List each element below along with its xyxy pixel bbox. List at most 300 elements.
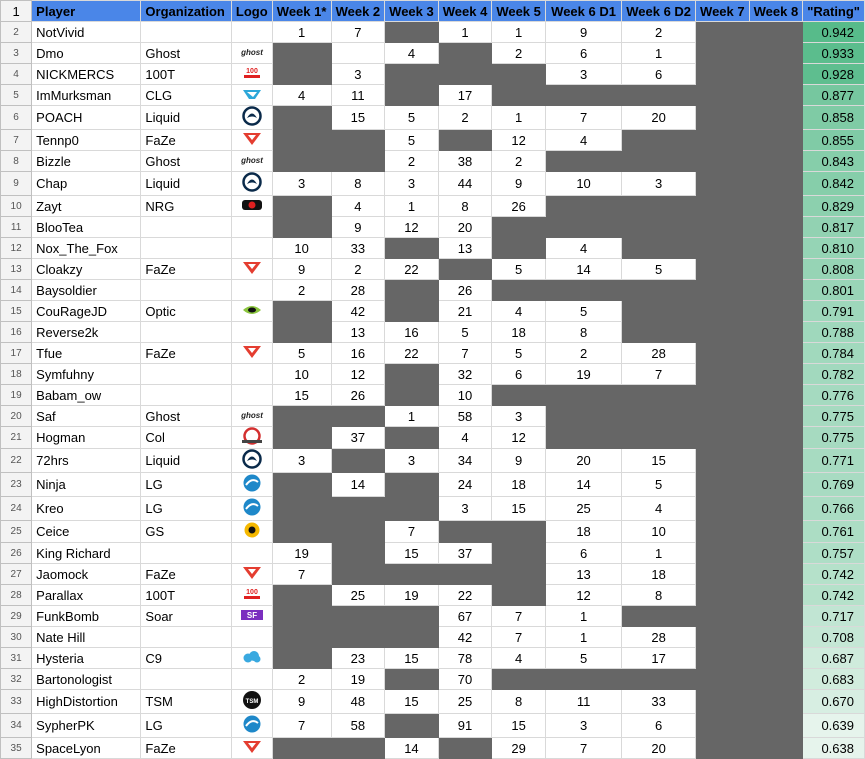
week-cell-empty[interactable]	[385, 364, 439, 385]
organization-cell[interactable]	[141, 543, 231, 564]
week-cell[interactable]: 32	[438, 364, 492, 385]
week-cell[interactable]: 29	[492, 738, 546, 759]
week-cell[interactable]: 18	[545, 521, 621, 543]
rating-cell[interactable]: 0.670	[803, 690, 865, 714]
rating-cell[interactable]: 0.776	[803, 385, 865, 406]
logo-cell[interactable]	[231, 343, 272, 364]
week-cell-empty[interactable]	[749, 43, 803, 64]
rating-cell[interactable]: 0.808	[803, 259, 865, 280]
rating-cell[interactable]: 0.782	[803, 364, 865, 385]
organization-cell[interactable]: FaZe	[141, 564, 231, 585]
logo-cell[interactable]	[231, 669, 272, 690]
logo-cell[interactable]	[231, 449, 272, 473]
rating-cell[interactable]: 0.769	[803, 473, 865, 497]
rating-cell[interactable]: 0.817	[803, 217, 865, 238]
header-week-4[interactable]: Week 4	[438, 1, 492, 22]
logo-cell[interactable]	[231, 196, 272, 217]
week-cell-empty[interactable]	[696, 238, 750, 259]
week-cell[interactable]: 16	[331, 343, 385, 364]
week-cell[interactable]: 25	[545, 497, 621, 521]
logo-cell[interactable]	[231, 22, 272, 43]
organization-cell[interactable]: FaZe	[141, 738, 231, 759]
player-cell[interactable]: Dmo	[32, 43, 141, 64]
week-cell-empty[interactable]	[272, 521, 331, 543]
week-cell-empty[interactable]	[696, 449, 750, 473]
week-cell[interactable]: 9	[492, 172, 546, 196]
week-cell-empty[interactable]	[749, 364, 803, 385]
row-number[interactable]: 18	[1, 364, 32, 385]
week-cell[interactable]: 7	[331, 22, 385, 43]
organization-cell[interactable]: LG	[141, 473, 231, 497]
player-cell[interactable]: Nate Hill	[32, 627, 141, 648]
week-cell-empty[interactable]	[385, 564, 439, 585]
week-cell-empty[interactable]	[492, 238, 546, 259]
week-cell[interactable]: 10	[272, 238, 331, 259]
logo-cell[interactable]	[231, 606, 272, 627]
rating-cell[interactable]: 0.771	[803, 449, 865, 473]
week-cell-empty[interactable]	[696, 259, 750, 280]
week-cell[interactable]: 1	[272, 22, 331, 43]
week-cell-empty[interactable]	[331, 151, 385, 172]
logo-cell[interactable]	[231, 690, 272, 714]
week-cell[interactable]: 19	[331, 669, 385, 690]
week-cell[interactable]: 12	[385, 217, 439, 238]
week-cell[interactable]: 2	[622, 22, 696, 43]
week-cell[interactable]: 13	[438, 238, 492, 259]
row-number[interactable]: 6	[1, 106, 32, 130]
week-cell[interactable]: 5	[622, 259, 696, 280]
week-cell[interactable]: 7	[272, 714, 331, 738]
week-cell[interactable]: 10	[438, 385, 492, 406]
week-cell-empty[interactable]	[492, 543, 546, 564]
rating-cell[interactable]: 0.687	[803, 648, 865, 669]
week-cell[interactable]: 7	[622, 364, 696, 385]
week-cell-empty[interactable]	[749, 106, 803, 130]
week-cell[interactable]: 15	[272, 385, 331, 406]
week-cell-empty[interactable]	[749, 627, 803, 648]
week-cell[interactable]: 22	[438, 585, 492, 606]
week-cell[interactable]: 4	[622, 497, 696, 521]
week-cell-empty[interactable]	[696, 585, 750, 606]
week-cell[interactable]: 12	[545, 585, 621, 606]
week-cell[interactable]: 20	[622, 106, 696, 130]
week-cell[interactable]: 78	[438, 648, 492, 669]
row-number[interactable]: 30	[1, 627, 32, 648]
week-cell-empty[interactable]	[545, 196, 621, 217]
week-cell-empty[interactable]	[622, 301, 696, 322]
week-cell-empty[interactable]	[749, 473, 803, 497]
week-cell-empty[interactable]	[622, 238, 696, 259]
organization-cell[interactable]: Liquid	[141, 449, 231, 473]
organization-cell[interactable]: Ghost	[141, 406, 231, 427]
week-cell[interactable]: 7	[492, 627, 546, 648]
week-cell-empty[interactable]	[749, 217, 803, 238]
week-cell[interactable]: 3	[272, 449, 331, 473]
week-cell-empty[interactable]	[385, 238, 439, 259]
week-cell[interactable]: 13	[331, 322, 385, 343]
player-cell[interactable]: Bartonologist	[32, 669, 141, 690]
week-cell[interactable]: 33	[331, 238, 385, 259]
week-cell-empty[interactable]	[385, 280, 439, 301]
rating-cell[interactable]: 0.639	[803, 714, 865, 738]
week-cell[interactable]: 5	[438, 322, 492, 343]
row-number[interactable]: 4	[1, 64, 32, 85]
row-number[interactable]: 23	[1, 473, 32, 497]
week-cell-empty[interactable]	[385, 669, 439, 690]
week-cell[interactable]: 21	[438, 301, 492, 322]
rating-cell[interactable]: 0.742	[803, 585, 865, 606]
week-cell-empty[interactable]	[272, 322, 331, 343]
logo-cell[interactable]	[231, 259, 272, 280]
logo-cell[interactable]	[231, 43, 272, 64]
week-cell-empty[interactable]	[749, 564, 803, 585]
week-cell[interactable]: 4	[545, 238, 621, 259]
player-cell[interactable]: Symfuhny	[32, 364, 141, 385]
player-cell[interactable]: Ceice	[32, 521, 141, 543]
logo-cell[interactable]	[231, 238, 272, 259]
logo-cell[interactable]	[231, 364, 272, 385]
week-cell[interactable]: 11	[331, 85, 385, 106]
week-cell[interactable]: 2	[272, 280, 331, 301]
organization-cell[interactable]	[141, 280, 231, 301]
row-number[interactable]: 17	[1, 343, 32, 364]
week-cell[interactable]: 33	[622, 690, 696, 714]
week-cell[interactable]: 15	[385, 690, 439, 714]
week-cell[interactable]: 6	[622, 714, 696, 738]
week-cell[interactable]: 18	[622, 564, 696, 585]
week-cell[interactable]: 70	[438, 669, 492, 690]
week-cell[interactable]: 6	[545, 543, 621, 564]
week-cell-empty[interactable]	[492, 564, 546, 585]
week-cell[interactable]: 2	[385, 151, 439, 172]
week-cell[interactable]: 2	[438, 106, 492, 130]
week-cell[interactable]: 4	[438, 427, 492, 449]
player-cell[interactable]: Ninja	[32, 473, 141, 497]
week-cell-empty[interactable]	[696, 648, 750, 669]
week-cell-empty[interactable]	[385, 714, 439, 738]
week-cell-empty[interactable]	[272, 196, 331, 217]
week-cell[interactable]: 23	[331, 648, 385, 669]
rating-cell[interactable]: 0.928	[803, 64, 865, 85]
logo-cell[interactable]	[231, 564, 272, 585]
week-cell-empty[interactable]	[272, 627, 331, 648]
organization-cell[interactable]: Soar	[141, 606, 231, 627]
rating-cell[interactable]: 0.855	[803, 130, 865, 151]
row-number[interactable]: 34	[1, 714, 32, 738]
organization-cell[interactable]	[141, 627, 231, 648]
week-cell[interactable]: 5	[385, 106, 439, 130]
player-cell[interactable]: Hysteria	[32, 648, 141, 669]
row-number[interactable]: 32	[1, 669, 32, 690]
header-player[interactable]: Player	[32, 1, 141, 22]
week-cell-empty[interactable]	[749, 238, 803, 259]
player-cell[interactable]: SpaceLyon	[32, 738, 141, 759]
week-cell-empty[interactable]	[749, 64, 803, 85]
week-cell[interactable]: 1	[622, 543, 696, 564]
week-cell-empty[interactable]	[438, 259, 492, 280]
week-cell[interactable]: 11	[545, 690, 621, 714]
week-cell-empty[interactable]	[492, 385, 546, 406]
week-cell[interactable]: 91	[438, 714, 492, 738]
week-cell-empty[interactable]	[385, 497, 439, 521]
logo-cell[interactable]	[231, 385, 272, 406]
player-cell[interactable]: ImMurksman	[32, 85, 141, 106]
week-cell[interactable]: 7	[545, 738, 621, 759]
organization-cell[interactable]: FaZe	[141, 130, 231, 151]
week-cell[interactable]: 5	[545, 648, 621, 669]
week-cell[interactable]: 34	[438, 449, 492, 473]
week-cell[interactable]: 15	[385, 543, 439, 564]
week-cell[interactable]: 26	[331, 385, 385, 406]
rating-cell[interactable]: 0.742	[803, 564, 865, 585]
week-cell-empty[interactable]	[622, 427, 696, 449]
week-cell-empty[interactable]	[272, 130, 331, 151]
week-cell-empty[interactable]	[385, 606, 439, 627]
week-cell[interactable]: 12	[492, 427, 546, 449]
week-cell[interactable]: 8	[438, 196, 492, 217]
week-cell[interactable]: 2	[272, 669, 331, 690]
organization-cell[interactable]	[141, 385, 231, 406]
rating-cell[interactable]: 0.942	[803, 22, 865, 43]
logo-cell[interactable]	[231, 217, 272, 238]
week-cell[interactable]: 18	[492, 322, 546, 343]
week-cell[interactable]: 25	[331, 585, 385, 606]
logo-cell[interactable]	[231, 585, 272, 606]
week-cell-empty[interactable]	[696, 172, 750, 196]
header-week-3[interactable]: Week 3	[385, 1, 439, 22]
logo-cell[interactable]	[231, 521, 272, 543]
week-cell[interactable]: 4	[492, 648, 546, 669]
week-cell[interactable]: 17	[622, 648, 696, 669]
week-cell-empty[interactable]	[696, 606, 750, 627]
week-cell-empty[interactable]	[696, 301, 750, 322]
player-cell[interactable]: Babam_ow	[32, 385, 141, 406]
week-cell-empty[interactable]	[749, 172, 803, 196]
week-cell-empty[interactable]	[696, 280, 750, 301]
rating-cell[interactable]: 0.757	[803, 543, 865, 564]
rating-cell[interactable]: 0.775	[803, 406, 865, 427]
player-cell[interactable]: POACH	[32, 106, 141, 130]
player-cell[interactable]: 72hrs	[32, 449, 141, 473]
row-number[interactable]: 9	[1, 172, 32, 196]
organization-cell[interactable]: Ghost	[141, 151, 231, 172]
week-cell[interactable]: 3	[438, 497, 492, 521]
week-cell-empty[interactable]	[696, 106, 750, 130]
week-cell[interactable]: 4	[545, 130, 621, 151]
week-cell-empty[interactable]	[331, 543, 385, 564]
week-cell-empty[interactable]	[272, 585, 331, 606]
week-cell-empty[interactable]	[272, 473, 331, 497]
week-cell[interactable]: 6	[622, 64, 696, 85]
week-cell[interactable]: 19	[272, 543, 331, 564]
week-cell-empty[interactable]	[622, 606, 696, 627]
week-cell[interactable]: 16	[385, 322, 439, 343]
organization-cell[interactable]: 100T	[141, 64, 231, 85]
week-cell-empty[interactable]	[545, 217, 621, 238]
week-cell-empty[interactable]	[622, 322, 696, 343]
week-cell[interactable]: 20	[438, 217, 492, 238]
week-cell[interactable]: 22	[385, 259, 439, 280]
player-cell[interactable]: Tfue	[32, 343, 141, 364]
week-cell-empty[interactable]	[622, 669, 696, 690]
week-cell-empty[interactable]	[438, 130, 492, 151]
week-cell-empty[interactable]	[385, 22, 439, 43]
week-cell[interactable]: 1	[438, 22, 492, 43]
organization-cell[interactable]: GS	[141, 521, 231, 543]
organization-cell[interactable]	[141, 22, 231, 43]
week-cell[interactable]: 28	[331, 280, 385, 301]
week-cell[interactable]: 1	[492, 22, 546, 43]
rating-cell[interactable]: 0.933	[803, 43, 865, 64]
week-cell-empty[interactable]	[438, 521, 492, 543]
week-cell[interactable]: 9	[545, 22, 621, 43]
week-cell-empty[interactable]	[545, 280, 621, 301]
player-cell[interactable]: Chap	[32, 172, 141, 196]
row-number[interactable]: 19	[1, 385, 32, 406]
row-number[interactable]: 12	[1, 238, 32, 259]
week-cell-empty[interactable]	[749, 85, 803, 106]
week-cell-empty[interactable]	[492, 64, 546, 85]
week-cell-empty[interactable]	[272, 427, 331, 449]
week-cell-empty[interactable]	[749, 543, 803, 564]
week-cell-empty[interactable]	[696, 627, 750, 648]
week-cell[interactable]: 37	[438, 543, 492, 564]
header-logo[interactable]: Logo	[231, 1, 272, 22]
row-number[interactable]: 20	[1, 406, 32, 427]
week-cell[interactable]: 9	[272, 259, 331, 280]
row-number[interactable]: 3	[1, 43, 32, 64]
week-cell[interactable]: 15	[385, 648, 439, 669]
week-cell[interactable]: 42	[438, 627, 492, 648]
row-number[interactable]: 33	[1, 690, 32, 714]
week-cell-empty[interactable]	[696, 669, 750, 690]
header-organization[interactable]: Organization	[141, 1, 231, 22]
row-number[interactable]: 26	[1, 543, 32, 564]
rating-cell[interactable]: 0.829	[803, 196, 865, 217]
week-cell[interactable]: 14	[545, 473, 621, 497]
week-cell[interactable]: 26	[492, 196, 546, 217]
logo-cell[interactable]	[231, 473, 272, 497]
week-cell-empty[interactable]	[545, 385, 621, 406]
organization-cell[interactable]	[141, 217, 231, 238]
week-cell[interactable]: 4	[385, 43, 439, 64]
week-cell-empty[interactable]	[438, 564, 492, 585]
week-cell[interactable]: 1	[545, 627, 621, 648]
week-cell[interactable]: 48	[331, 690, 385, 714]
week-cell[interactable]	[331, 43, 385, 64]
week-cell[interactable]: 2	[492, 43, 546, 64]
player-cell[interactable]: Jaomock	[32, 564, 141, 585]
week-cell[interactable]: 8	[331, 172, 385, 196]
week-cell-empty[interactable]	[272, 606, 331, 627]
week-cell-empty[interactable]	[622, 130, 696, 151]
week-cell[interactable]: 25	[438, 690, 492, 714]
organization-cell[interactable]: NRG	[141, 196, 231, 217]
week-cell-empty[interactable]	[331, 627, 385, 648]
week-cell-empty[interactable]	[696, 217, 750, 238]
week-cell-empty[interactable]	[749, 449, 803, 473]
week-cell[interactable]: 8	[622, 585, 696, 606]
row-number[interactable]: 10	[1, 196, 32, 217]
week-cell-empty[interactable]	[492, 280, 546, 301]
week-cell-empty[interactable]	[272, 106, 331, 130]
week-cell-empty[interactable]	[438, 64, 492, 85]
week-cell[interactable]: 19	[545, 364, 621, 385]
player-cell[interactable]: King Richard	[32, 543, 141, 564]
player-cell[interactable]: HighDistortion	[32, 690, 141, 714]
week-cell-empty[interactable]	[385, 385, 439, 406]
week-cell[interactable]: 2	[545, 343, 621, 364]
week-cell-empty[interactable]	[749, 669, 803, 690]
row-number[interactable]: 7	[1, 130, 32, 151]
week-cell-empty[interactable]	[272, 648, 331, 669]
player-cell[interactable]: Zayt	[32, 196, 141, 217]
week-cell-empty[interactable]	[749, 343, 803, 364]
week-cell[interactable]: 3	[272, 172, 331, 196]
week-cell-empty[interactable]	[492, 585, 546, 606]
week-cell[interactable]: 26	[438, 280, 492, 301]
week-cell-empty[interactable]	[749, 259, 803, 280]
week-cell[interactable]: 14	[385, 738, 439, 759]
week-cell[interactable]: 3	[622, 172, 696, 196]
week-cell[interactable]: 5	[272, 343, 331, 364]
week-cell[interactable]: 3	[492, 406, 546, 427]
week-cell-empty[interactable]	[331, 521, 385, 543]
week-cell-empty[interactable]	[492, 669, 546, 690]
week-cell-empty[interactable]	[696, 385, 750, 406]
week-cell-empty[interactable]	[696, 564, 750, 585]
row-number[interactable]: 29	[1, 606, 32, 627]
week-cell[interactable]: 3	[545, 714, 621, 738]
week-cell-empty[interactable]	[622, 151, 696, 172]
row-number[interactable]: 15	[1, 301, 32, 322]
logo-cell[interactable]	[231, 301, 272, 322]
rating-cell[interactable]: 0.784	[803, 343, 865, 364]
week-cell[interactable]: 58	[438, 406, 492, 427]
week-cell-empty[interactable]	[272, 217, 331, 238]
organization-cell[interactable]: Liquid	[141, 106, 231, 130]
week-cell-empty[interactable]	[331, 130, 385, 151]
rating-cell[interactable]: 0.638	[803, 738, 865, 759]
week-cell-empty[interactable]	[749, 301, 803, 322]
rating-cell[interactable]: 0.775	[803, 427, 865, 449]
week-cell[interactable]: 6	[492, 364, 546, 385]
week-cell-empty[interactable]	[622, 217, 696, 238]
week-cell[interactable]: 6	[545, 43, 621, 64]
week-cell[interactable]: 1	[622, 43, 696, 64]
player-cell[interactable]: Saf	[32, 406, 141, 427]
week-cell[interactable]: 42	[331, 301, 385, 322]
week-cell[interactable]: 8	[492, 690, 546, 714]
rating-cell[interactable]: 0.877	[803, 85, 865, 106]
week-cell-empty[interactable]	[385, 473, 439, 497]
week-cell-empty[interactable]	[696, 427, 750, 449]
week-cell[interactable]: 14	[545, 259, 621, 280]
player-cell[interactable]: Cloakzy	[32, 259, 141, 280]
week-cell[interactable]: 20	[622, 738, 696, 759]
week-cell-empty[interactable]	[272, 497, 331, 521]
week-cell-empty[interactable]	[385, 64, 439, 85]
player-cell[interactable]: BlooTea	[32, 217, 141, 238]
week-cell-empty[interactable]	[492, 521, 546, 543]
week-cell[interactable]: 4	[272, 85, 331, 106]
week-cell[interactable]: 1	[385, 196, 439, 217]
week-cell[interactable]: 15	[492, 497, 546, 521]
player-cell[interactable]: Tennp0	[32, 130, 141, 151]
week-cell[interactable]: 7	[272, 564, 331, 585]
week-cell[interactable]: 15	[492, 714, 546, 738]
player-cell[interactable]: Parallax	[32, 585, 141, 606]
